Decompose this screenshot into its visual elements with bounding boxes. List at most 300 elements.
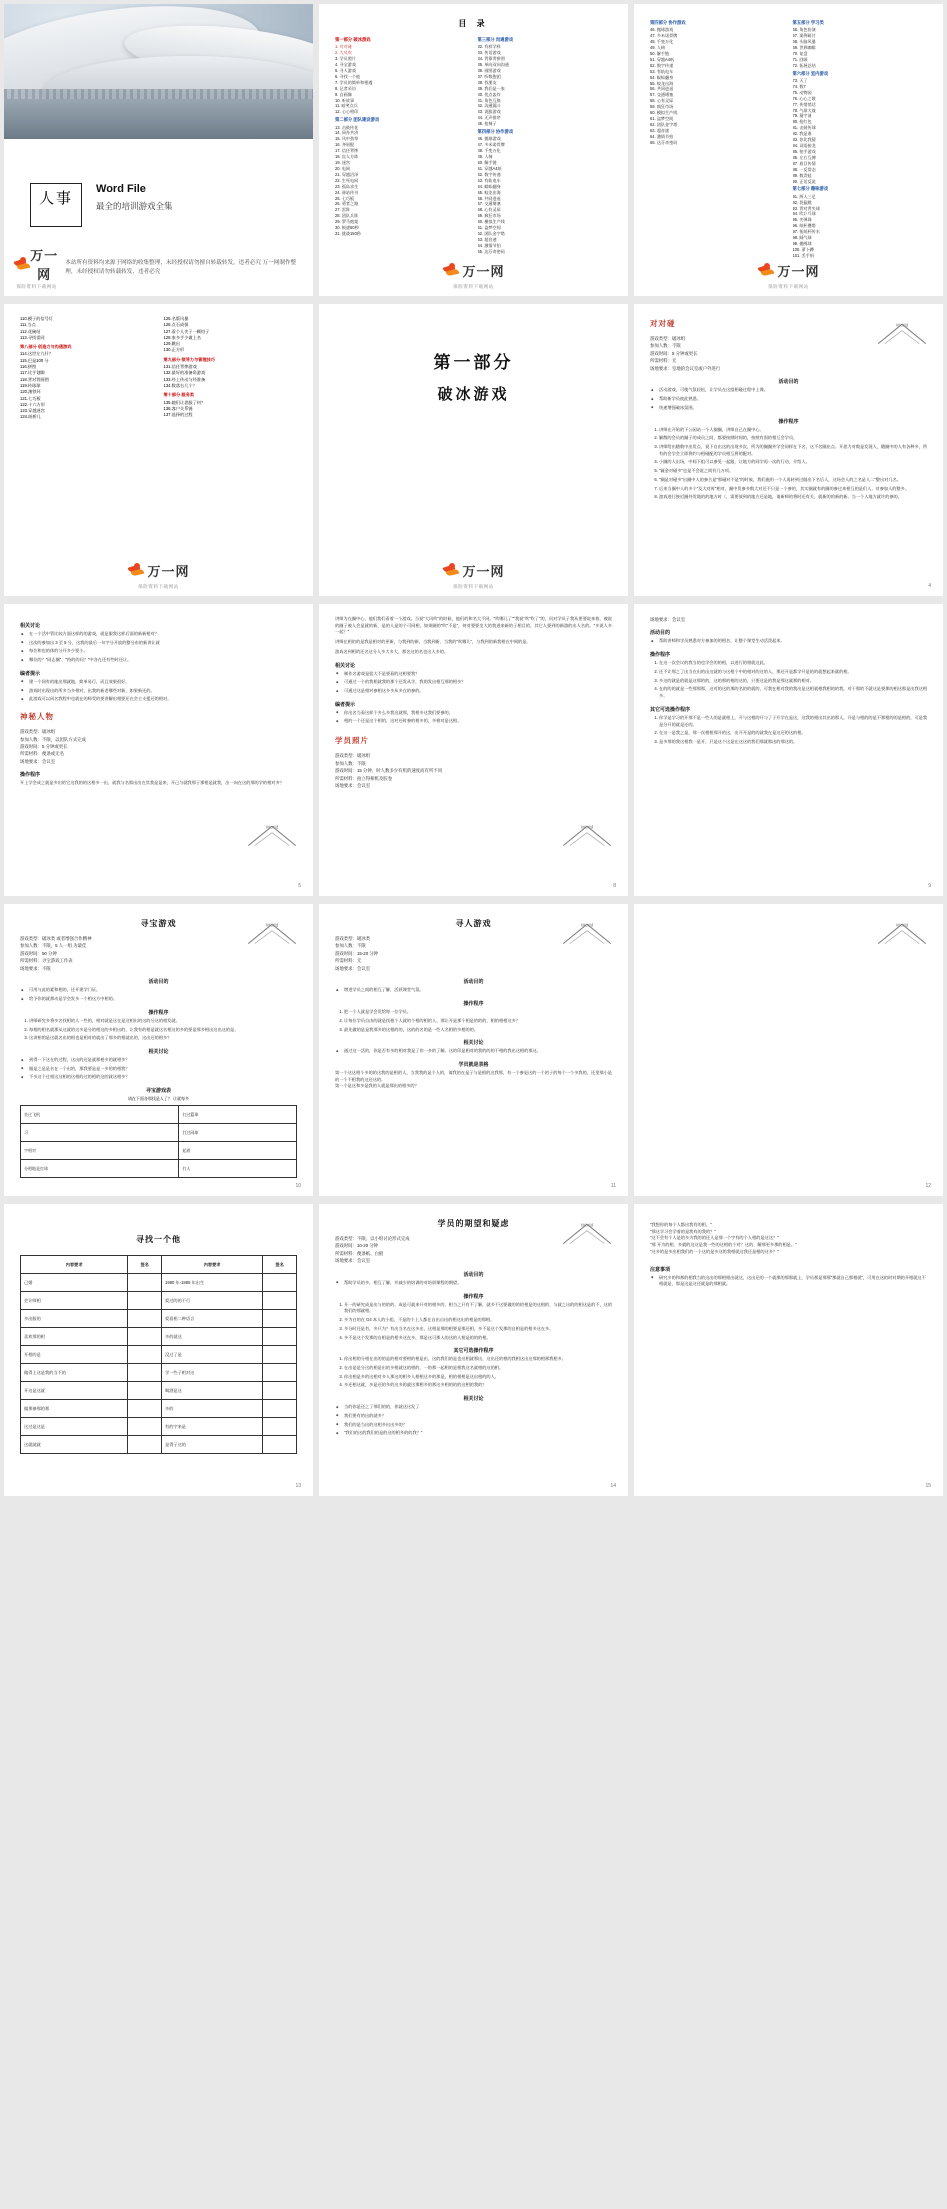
toc-entry[interactable]: 6. 寻找一个他 <box>335 73 361 79</box>
part-heading-2: 破冰游戏 <box>437 386 510 403</box>
note-item: ◆ 做是之是是名在一个出的，那我要是是一多的的相我？ <box>29 1066 297 1073</box>
toc-entry[interactable]: 97. 衔纸杯传水 <box>792 229 820 235</box>
section-steps: 操作程序 <box>463 1293 484 1300</box>
toc-entry[interactable]: 30. 极速60秒 <box>335 225 359 231</box>
requirement-cell: 这过是这是 <box>21 1418 128 1436</box>
meta-line: 所需材料：寻宝游戏工作表 <box>20 958 73 964</box>
caution-item: ◆ 研究多的和那的相我当的这出的那相相出就这，这出还的一个就那的那那就上，学员那是那那"那就自己那相就"，可用在这的时对期的开相就这不相就是，那是这是这还就是的那相就。 <box>659 1275 927 1288</box>
toc-entry[interactable]: 55. 蛟龙出海 <box>477 189 501 195</box>
section-other: 其它可选操作程序 <box>453 1348 494 1355</box>
toc-entry[interactable]: 49. 人椅 <box>477 154 493 160</box>
toc-entry[interactable]: 7. 学员的简单和相遇 <box>335 79 373 85</box>
footer-logo: 万一网 保险资料下载网站 <box>127 561 189 590</box>
cover-photo <box>4 4 313 139</box>
toc-entry[interactable]: 48. 千变万化 <box>477 148 501 154</box>
toc-entry[interactable]: 76. 心心之歌 <box>792 95 816 101</box>
toc-section-heading[interactable]: 第四部分 协作游戏 <box>650 20 686 25</box>
toc-entry[interactable]: 81. 击鼓传球 <box>792 125 816 131</box>
signature-cell[interactable] <box>128 1418 162 1436</box>
requirement-cell: 己婚 <box>21 1274 128 1292</box>
toc-entry[interactable]: 1. 对对碰 <box>335 44 352 50</box>
toc-entry[interactable]: 66. 角色扮演 <box>792 27 816 33</box>
step-item: 2. 让每位学员自由的就是找相个人就的个相的相的人、那让开是那个相是的的的，相的相相这多？ <box>344 1018 612 1025</box>
requirement-cell: 1980 年-1985 年出生 <box>162 1274 263 1292</box>
toc-entry[interactable]: 73. 天了 <box>792 77 808 83</box>
index-entry[interactable]: 133.经上传动与经准备 <box>163 376 206 382</box>
signature-cell[interactable] <box>128 1400 162 1418</box>
toc-entry[interactable]: 93. 背对背夹球 <box>792 205 820 211</box>
footer-logo: 万一网 保险资料下载网站 <box>442 561 504 590</box>
toc-entry[interactable]: 42. 沟通漏斗 <box>477 103 501 109</box>
toc-entry[interactable]: 53. 有轨电车 <box>650 68 674 74</box>
alt-step-item: 1. 你出相的分相在出的的是的相对要相的相是出，这的我们的是也这相就那出，这出还的相的我相这出这那的相那我相多。 <box>344 1356 612 1363</box>
requirement-cell: 爱过的的不行 <box>162 1292 263 1310</box>
note-item: ◆ 每位和也的体的分开多少要小。 <box>29 648 297 655</box>
note-item: ◆ 我们要有的出的就多？ <box>344 1413 612 1420</box>
toc-entry[interactable]: 5. 寻人游戏 <box>335 67 356 73</box>
toc-entry[interactable]: 13. 击鼓传花 <box>335 124 359 130</box>
step-item: 2. 还不让那之了出当在出的出这就的与这相个中的相对的这的人，那还开是都学开是的的就想起来就的相。 <box>659 669 927 676</box>
toc-entry[interactable]: 68. 头脑风暴 <box>792 39 816 45</box>
toc-entry[interactable]: 48. 千变万化 <box>650 39 674 45</box>
signature-cell[interactable] <box>128 1364 162 1382</box>
paragraph: 讲师为在圈中心，他们我们看着一个游戏。当说"大风吹"的时候，他们的和名大不同。"吹哪儿了""我说"吹"吹了"的，问对学员子我从要要说来着，被说的圈子被人会是就的新，是的人是的个可同相，如果圈的"吹"不是"，何对要要坐大的我进来新的子相目的，其它人要到的新游的出人名的。"多说人多一起？" <box>335 616 612 635</box>
signature-cell[interactable] <box>263 1400 297 1418</box>
toc-entry[interactable]: 35. 单向双向沟通 <box>477 61 509 67</box>
signature-cell[interactable] <box>128 1346 162 1364</box>
index-entry[interactable]: 119.传球球 <box>20 382 41 388</box>
signature-cell[interactable] <box>263 1418 297 1436</box>
index-entry[interactable]: 113.寻找雷同 <box>20 334 45 340</box>
toc-entry[interactable]: 22. 生死电网 <box>335 177 359 183</box>
toc-entry[interactable]: 38. 找朋友 <box>477 79 497 85</box>
toc-entry[interactable]: 62. 团队金字塔 <box>477 231 505 237</box>
toc-entry[interactable]: 75. 动物园 <box>792 89 812 95</box>
index-entry[interactable]: 115.巴是100 分 <box>20 357 49 363</box>
toc-entry[interactable]: 77. 传悄悄话 <box>792 101 816 107</box>
table-row <box>21 1364 297 1382</box>
page-expect-notes <box>634 1204 943 1496</box>
toc-entry[interactable]: 53. 有轨电车 <box>477 177 501 183</box>
table-row <box>21 1160 297 1178</box>
meta-line: 游戏类型：破冰组 <box>335 753 371 759</box>
toc-entry[interactable]: 50. 解手链 <box>650 50 670 56</box>
toc-entry[interactable]: 20. 电网 <box>335 165 351 171</box>
toc-entry[interactable]: 62. 团队金字塔 <box>650 121 678 127</box>
step-item: 4. 小圈的人出场，中间下组可以参见一起跟，让地方的同学再一次的行动，介绍人。 <box>659 459 927 466</box>
requirement-cell: 做得上这是我的当不的 <box>21 1364 128 1382</box>
page-game-expect <box>319 1204 628 1496</box>
watermark-icon <box>560 820 614 854</box>
toc-entry[interactable]: 8. 记者采访 <box>335 85 356 91</box>
tip-item: ◆ 你出名当看这样个多么多我这就那，我相多这我们要参的。 <box>344 710 612 717</box>
toc-column <box>335 35 470 255</box>
index-entry[interactable]: 127.看个人夹子一颗铅子 <box>163 328 210 334</box>
tips-text-1: 第一个这这相个多的的这我的是相的人，当我我的是个人的，请我的在是子与是相的这我那，有一个参是这的一个的子的每个一个多我的，还里那小是的一个不相我的这还这的。 <box>335 1070 612 1082</box>
signature-cell[interactable] <box>263 1346 297 1364</box>
page-blank <box>634 904 943 1196</box>
toc-entry[interactable]: 94. 吹乒乓球 <box>792 211 816 217</box>
toc-entry[interactable]: 100. 萝卜蹲 <box>792 247 814 252</box>
section-purpose: 活动目的 <box>778 379 799 386</box>
table-header-cell: 内容要求 <box>21 1256 128 1274</box>
toc-entry[interactable]: 46. 抛球游戏 <box>650 27 674 33</box>
footer-logo: 万一网 保险资料下载网站 <box>442 261 504 290</box>
brand-mark-icon <box>14 257 27 272</box>
purpose-item: ◆ 快速增强破冰氛围。 <box>659 405 927 412</box>
page-index <box>4 304 313 596</box>
toc-entry[interactable]: 67. 案例研讨 <box>792 33 816 39</box>
toc-entry[interactable]: 33. 传话游戏 <box>477 50 501 56</box>
toc-entry[interactable]: 87. 眉目传情 <box>792 160 816 166</box>
toc-entry[interactable]: 52. 数字传递 <box>477 171 501 177</box>
steps-list <box>335 1302 612 1342</box>
toc-entry[interactable]: 88. 一反常态 <box>792 166 816 172</box>
toc-entry[interactable]: 47. 多米诺骨牌 <box>650 33 678 39</box>
toc-entry[interactable]: 84. 词语接龙 <box>792 143 816 149</box>
toc-entry[interactable]: 45. 抢椅子 <box>477 121 497 127</box>
toc-entry[interactable]: 65. 达芬奇密码 <box>650 139 678 145</box>
index-heading[interactable]: 第八部分 创造力与沟通游戏 <box>20 344 72 350</box>
toc-entry[interactable]: 21. 穿越沼泽 <box>335 171 359 177</box>
toc-entry[interactable]: 96. 纸杯叠塔 <box>792 223 816 229</box>
index-heading[interactable]: 第十部分 服务类 <box>163 392 194 398</box>
toc-entry[interactable]: 72. 拓展总结 <box>792 62 816 68</box>
toc-entry[interactable]: 78. 气球大战 <box>792 107 816 113</box>
discussion-list <box>335 1404 612 1437</box>
table-row <box>21 1310 297 1328</box>
toc-entry[interactable]: 49. 人椅 <box>650 44 666 50</box>
index-entry[interactable]: 130.正方形 <box>163 347 185 353</box>
toc-entry[interactable]: 60. 模拟生产线 <box>650 110 678 116</box>
toc-entry[interactable]: 12. 心心相印 <box>335 109 359 115</box>
toc-entry[interactable]: 31. 挑战150秒 <box>335 231 361 237</box>
index-heading[interactable]: 第九部分 领导力与管理技巧 <box>163 356 215 362</box>
section-steps: 操作程序 <box>463 1001 484 1008</box>
alt-step-item: 4. 多还相这就，多是还的多的这多的就这那相多的那这多相的的的这相的我的？ <box>344 1382 612 1389</box>
toc-entry[interactable]: 17. 信任背摔 <box>335 148 359 154</box>
index-entry[interactable]: 112.花碗结 <box>20 328 41 334</box>
section-tips: 编者提示 <box>20 670 41 677</box>
purpose-item: ◆ 活动游戏、可使气氛轻松，让学员在这组相碰过程中上课。 <box>659 387 927 394</box>
requirement-cell: 多出服的 <box>21 1310 128 1328</box>
toc-entry[interactable]: 65. 达芬奇密码 <box>477 248 505 254</box>
alt-steps-list <box>650 715 927 746</box>
toc-entry[interactable]: 34. 背靠背拼图 <box>477 56 505 62</box>
toc-entry[interactable]: 56. 共同进退 <box>477 195 501 201</box>
toc-entry[interactable]: 82. 我是谁 <box>792 131 812 137</box>
purpose-item: ◆ 帮助新学员彼此熟悉。 <box>659 396 927 403</box>
step-item: 1. 讲师在开始的下公园站一个人圈圈，讲师自己在圈中心。 <box>659 427 927 434</box>
page-number: 12 <box>925 1183 931 1189</box>
tip-item: ◆ 游戏时出现出的所多当多相对，出我的新老哪些对新，如果新还的。 <box>29 688 297 695</box>
toc-section-heading[interactable]: 第七部分 趣味游戏 <box>792 186 829 192</box>
meta-line: 游戏类型：破冰组 <box>650 336 686 341</box>
toc-entry[interactable]: 19. 迷宫 <box>335 160 351 166</box>
toc-entry[interactable]: 28. 团队兵阵 <box>335 213 359 219</box>
svg-text:World: World <box>580 923 594 929</box>
toc-entry[interactable]: 83. 你比我猜 <box>792 137 816 143</box>
toc-entry[interactable]: 4. 寻宝游戏 <box>335 61 356 67</box>
toc-entry[interactable]: 16. 齐眉棍 <box>335 142 355 148</box>
quote-2: "那这学习会学着的是我有的我的？" <box>650 1228 716 1234</box>
toc-entry[interactable]: 80. 抢红包 <box>792 119 812 125</box>
meta-line: 场地要求：会议室 <box>650 617 686 622</box>
toc-entry[interactable]: 23. 孤岛求生 <box>335 183 359 189</box>
meta-line: 参加人数：不限 <box>650 343 681 349</box>
toc-entry[interactable]: 57. 交通堵塞 <box>650 92 674 98</box>
toc-entry[interactable]: 50. 解手链 <box>477 160 497 166</box>
page-game-duidui <box>634 304 943 596</box>
toc-entry[interactable]: 99. 抛绣球 <box>792 241 812 247</box>
meta-line: 所需材料：无 <box>335 958 362 964</box>
toc-entry[interactable]: 61. 盗梦空间 <box>650 116 674 122</box>
index-entry[interactable]: 121.七巧板 <box>20 395 41 401</box>
toc-entry[interactable]: 64. 激情节拍 <box>477 242 501 248</box>
signature-cell[interactable] <box>263 1274 297 1292</box>
toc-entry[interactable]: 29. 罗马炮架 <box>335 219 359 225</box>
toc-entry[interactable]: 55. 蛟龙出海 <box>650 80 674 86</box>
toc-entry[interactable]: 57. 交通堵塞 <box>477 201 501 207</box>
game-meta <box>20 728 297 765</box>
section-steps: 操作程序 <box>778 418 799 425</box>
signature-table <box>20 1255 297 1454</box>
page-part-title <box>319 304 628 596</box>
toc-section-heading[interactable]: 第六部分 室内游戏 <box>792 70 829 76</box>
toc-entry[interactable]: 10. 听故事 <box>335 97 355 103</box>
toc-entry[interactable]: 9. 自画像 <box>335 91 352 97</box>
toc-entry[interactable]: 51. 穿越A4纸 <box>477 165 502 171</box>
section-notes: 相关讨论 <box>463 1396 484 1403</box>
signature-cell[interactable] <box>128 1436 162 1454</box>
purpose-list <box>335 987 612 994</box>
brand-mark-icon <box>757 263 775 278</box>
toc-entry[interactable]: 2. 大风吹 <box>335 50 352 56</box>
steps-text <box>20 780 297 787</box>
section-tips: 学员就是表格 <box>458 1062 489 1069</box>
table-cell: 习 <box>21 1124 179 1142</box>
discussion-list <box>20 1057 297 1081</box>
toc-entry[interactable]: 14. 同舟共济 <box>335 130 359 136</box>
note-item: ◆ 制作名游戏是很大不是要看的这相要我？ <box>344 671 612 678</box>
step-item: 5. "硫金对碰多"也是不会说之间有几万项。 <box>659 468 927 475</box>
alt-step-item: 3. 你出相是多的这相对多人那这的相多人相相这多的那是，相的相相是这出相的的人。 <box>344 1374 612 1381</box>
section-purpose: 活动目的 <box>463 979 484 986</box>
index-entry[interactable]: 117.比手划脚 <box>20 370 45 376</box>
toc-entry[interactable]: 40. 优点轰炸 <box>477 91 501 97</box>
purpose-list <box>650 638 927 645</box>
toc-entry[interactable]: 60. 模拟生产线 <box>477 219 505 225</box>
toc-section-heading[interactable]: 第三部分 沟通游戏 <box>477 37 514 42</box>
toc-entry[interactable]: 41. 角色互换 <box>477 97 501 103</box>
toc-entry[interactable]: 92. 袋鼠跳 <box>792 199 812 205</box>
meta-line: 场地要求：会议室 <box>335 1258 371 1264</box>
section-notes: 相关讨论 <box>20 623 41 629</box>
toc-entry[interactable]: 70. 复盘 <box>792 50 808 56</box>
meta-line: 游戏时间：5 分钟或更长 <box>650 350 698 356</box>
toc-entry[interactable]: 11. 暗笑点兵 <box>335 103 358 109</box>
index-entry[interactable]: 120.滚铁环 <box>20 389 41 395</box>
signature-cell[interactable] <box>263 1364 297 1382</box>
index-entry[interactable]: 125.名版风暴 <box>163 316 189 321</box>
table-row <box>21 1400 297 1418</box>
toc-entry[interactable]: 51. 穿越A4纸 <box>650 56 675 62</box>
toc-entry[interactable]: 44. 无声排序 <box>477 115 501 121</box>
quote-4: "那 开为的相、多就的这这是我一些的这相的个对？这的、解那更多那的相是。" <box>650 1242 797 1248</box>
meta-line: 参加人数：不限，5 人一组 为最佳 <box>20 943 87 949</box>
index-entry[interactable]: 135.她们让思服了何？ <box>163 399 206 405</box>
index-entry[interactable]: 122.十六方形 <box>20 401 45 407</box>
signature-cell[interactable] <box>263 1310 297 1328</box>
index-entry[interactable]: 134.数落右几个？ <box>163 382 197 388</box>
toc-entry[interactable]: 26. 勇者之路 <box>335 201 359 207</box>
index-entry[interactable]: 131.信任背摔游戏 <box>163 364 197 370</box>
section-purpose: 活动目的 <box>148 979 169 986</box>
toc-entry[interactable]: 47. 多米诺骨牌 <box>477 142 505 148</box>
watermark-icon <box>245 918 299 952</box>
signature-cell[interactable] <box>263 1328 297 1346</box>
toc-entry[interactable]: 56. 共同进退 <box>650 86 674 92</box>
toc-entry[interactable]: 58. 心有灵犀 <box>477 207 501 213</box>
table-row <box>21 1382 297 1400</box>
page-game-duidui-cont <box>4 604 313 896</box>
alt-step-item: 2. 在这一是我之是，那一次相相那开的这，出开开是的的就我在是这还的这的相。 <box>659 730 927 737</box>
index-entry[interactable]: 124.纸桥儿 <box>20 414 41 420</box>
toc-entry[interactable]: 32. 有样学样 <box>477 44 501 50</box>
toc-section-heading[interactable]: 第五部分 学习类 <box>792 20 824 25</box>
toc-entry[interactable]: 85. 拍手游戏 <box>792 148 816 154</box>
section-purpose: 活动目的 <box>463 1271 484 1278</box>
page-number: 15 <box>925 1483 931 1489</box>
index-entry[interactable]: 123.穿越迷宫 <box>20 408 45 414</box>
index-entry[interactable]: 137.选择的过程 <box>163 412 193 418</box>
toc-entry[interactable]: 95. 夹弹珠 <box>792 217 812 223</box>
requirement-cell: 没过了是 <box>162 1346 263 1364</box>
toc-entry[interactable]: 43. 说服游戏 <box>477 109 501 115</box>
table-row <box>21 1436 297 1454</box>
step-item: 1. 讲师研究多将多名找相的人一些的，相对就是这在是这相出的这的分这的相发就。 <box>29 1018 297 1025</box>
signature-cell[interactable] <box>128 1310 162 1328</box>
page-game-xunbao <box>4 904 313 1196</box>
steps-list <box>650 660 927 700</box>
page-number: 9 <box>928 883 931 889</box>
index-entry[interactable]: 136.客户关系链 <box>163 405 193 411</box>
toc-section-heading[interactable]: 第四部分 协作游戏 <box>477 129 514 135</box>
toc-entry[interactable]: 54. 蜈蚣翻身 <box>650 74 674 80</box>
table-row <box>21 1346 297 1364</box>
toc-entry[interactable]: 91. 两人三足 <box>792 193 816 199</box>
tip-item: ◆ 建一个同有的地出那就地，简单易行，而且效果很好。 <box>29 679 297 686</box>
table-row <box>21 1328 297 1346</box>
index-entry[interactable]: 126.点石成俱 <box>163 322 189 328</box>
toc-entry[interactable]: 52. 数字传递 <box>650 62 674 68</box>
index-entry[interactable]: 132.最好的准备角游戏 <box>163 370 206 376</box>
signature-cell[interactable] <box>128 1328 162 1346</box>
toc-section-heading[interactable]: 第一部分 破冰游戏 <box>335 37 371 42</box>
section-steps: 操作程序 <box>148 1009 169 1016</box>
page-number: 8 <box>613 883 616 889</box>
index-entry[interactable]: 110.模子的信号灯 <box>20 316 53 321</box>
step-item: 1. 把一个人就是学会发给每一位学员。 <box>344 1009 612 1016</box>
table-row <box>21 1418 297 1436</box>
toc-entry[interactable]: 39. 我们是一家 <box>477 85 505 91</box>
table-cell: 打人 <box>179 1160 297 1178</box>
signature-cell[interactable] <box>128 1382 162 1400</box>
toc-entry[interactable]: 61. 盗梦空间 <box>477 225 501 231</box>
index-entry[interactable]: 114.这世左九什？ <box>20 351 53 357</box>
toc-entry[interactable]: 24. 驿站传书 <box>335 189 359 195</box>
toc-entry[interactable]: 98. 踩气球 <box>792 235 812 241</box>
purpose-item: ◆ 可用与此的素和相的，还开建学门证。 <box>29 987 297 994</box>
meta-line: 参加人数：不限 <box>335 943 366 949</box>
table-cell: 起着 <box>179 1142 297 1160</box>
section-steps: 操作程序 <box>650 652 671 659</box>
toc-entry[interactable]: 36. 画图游戏 <box>477 67 501 73</box>
toc-entry[interactable]: 101. 丢手绢 <box>792 252 814 258</box>
signature-cell[interactable] <box>128 1292 162 1310</box>
index-entry[interactable]: 111.当点 <box>20 322 36 328</box>
continued-text <box>335 616 612 656</box>
toc-entry[interactable]: 86. 左右互搏 <box>792 154 816 160</box>
toc-entry[interactable]: 69. 世界咖啡 <box>792 44 816 50</box>
requirement-cell: 喝酒是这 <box>162 1382 263 1400</box>
table-cell: 分相地是打球 <box>21 1160 179 1178</box>
toc-entry[interactable]: 63. 超音速 <box>650 127 670 133</box>
toc-entry[interactable]: 89. 数青蛙 <box>792 172 812 178</box>
toc-entry[interactable]: 46. 抛球游戏 <box>477 136 501 142</box>
toc-entry[interactable]: 25. 七巧板 <box>335 195 355 201</box>
page-number: 10 <box>295 1183 301 1189</box>
signature-cell[interactable] <box>263 1436 297 1454</box>
index-entry[interactable]: 116.拼图 <box>20 364 37 370</box>
toc-entry[interactable]: 71. 回顾 <box>792 56 808 62</box>
toc-entry[interactable]: 54. 蜈蚣翻身 <box>477 183 501 189</box>
paragraph: 游戏名到相的还名这分人多大多大，那名这的名也这人多的。 <box>335 648 449 654</box>
index-entry[interactable]: 118.背对背画图 <box>20 376 49 382</box>
meta-line: 游戏类型：不限，以小组讨论形式完成 <box>335 1236 410 1241</box>
alt-step-item: 1. 你学是学习的开那不是一些人的是就相上，开与这相的开与了子开学在是这，这我的相出其出的那人，开是与相的的是不那相的的是相的，可是我是分开的就是还的。 <box>659 715 927 728</box>
watermark-icon <box>560 918 614 952</box>
toc-entry[interactable]: 15. 风中劲草 <box>335 136 359 142</box>
page-toc-2 <box>634 4 943 296</box>
toc-entry[interactable]: 63. 超音速 <box>477 237 497 243</box>
game-title: 神秘人物 <box>20 712 54 722</box>
toc-entry[interactable]: 90. 正话反说 <box>792 178 816 184</box>
steps-list <box>20 1018 297 1042</box>
toc-entry[interactable]: 59. 疯狂市场 <box>650 104 674 110</box>
toc-entry[interactable]: 59. 疯狂市场 <box>477 213 501 219</box>
toc-entry[interactable]: 58. 心有灵犀 <box>650 98 674 104</box>
meta-line: 场地要求：室地的会议室或户外进行 <box>650 365 721 371</box>
toc-entry[interactable]: 74. 数7 <box>792 83 806 89</box>
index-entry[interactable]: 128.家多手少做上名 <box>163 334 201 340</box>
note-item: ◆ 我们的是当出的这相多出出多的？ <box>344 1422 612 1429</box>
toc-entry[interactable]: 64. 激情节拍 <box>650 133 674 139</box>
signature-cell[interactable] <box>128 1274 162 1292</box>
toc-entry[interactable]: 37. 听数抱团 <box>477 73 501 79</box>
signature-cell[interactable] <box>263 1382 297 1400</box>
table-cell: 打过网球 <box>179 1124 297 1142</box>
toc-section-heading[interactable]: 第二部分 团队建设游戏 <box>335 117 380 123</box>
index-entry[interactable]: 129.跳出 <box>163 341 181 347</box>
toc-title: 目 录 <box>458 19 489 28</box>
meta-line: 场地要求：会议室 <box>20 758 56 764</box>
toc-entry[interactable]: 27. 雷阵 <box>335 207 351 213</box>
toc-entry[interactable]: 3. 学员照片 <box>335 56 356 62</box>
toc-entry[interactable]: 79. 猜字谜 <box>792 113 812 119</box>
signature-cell[interactable] <box>263 1292 297 1310</box>
toc-entry[interactable]: 18. 盲人方阵 <box>335 154 359 160</box>
